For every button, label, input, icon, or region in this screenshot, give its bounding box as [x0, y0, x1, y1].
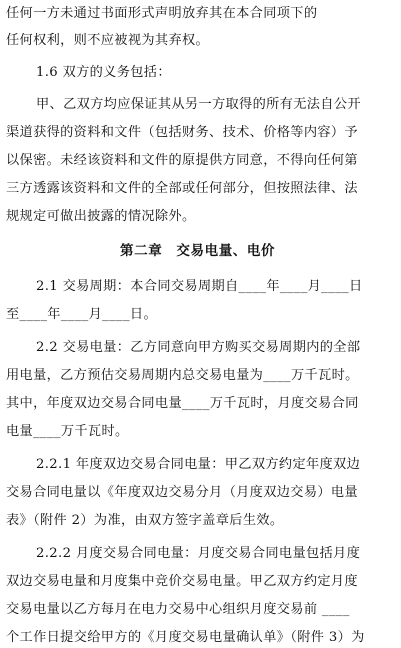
text-line: 交易电量以乙方每月在电力交易中心组织月度交易前 ____	[6, 602, 350, 617]
text-line: 以保密。未经该资料和文件的原提供方同意，不得向任何第	[6, 153, 358, 168]
text-line: 甲、乙双方均应保证其从另一方取得的所有无法自公开	[36, 97, 361, 112]
text-line: 任何一方未通过书面形式声明放弃其在本合同项下的	[6, 6, 318, 21]
text-line: 2.2 交易电量：乙方同意向甲方购买交易周期内的全部	[36, 340, 361, 355]
text-line: 个工作日提交给甲方的《月度交易电量确认单》（附件 3）为	[6, 630, 365, 645]
text-line: 电量____万千瓦时。	[6, 424, 129, 439]
text-line: 规规定可做出披露的情况除外。	[6, 209, 196, 224]
text-line: 表》（附件 2）为准，由双方签字盖章后生效。	[6, 513, 284, 528]
text-line: 三方透露该资料和文件的全部或任何部分，但按照法律、法	[6, 181, 358, 196]
chapter-heading: 第二章 交易电量、电价	[120, 243, 276, 259]
text-line: 其中，年度双边交易合同电量____万千瓦时，月度交易合同	[6, 396, 359, 411]
text-line: 2.2.1 年度双边交易合同电量：甲乙双方约定年度双边	[36, 457, 361, 472]
text-line: 双边交易电量和月度集中竞价交易电量。甲乙双方约定月度	[6, 574, 358, 589]
text-line: 2.2.2 月度交易合同电量：月度交易合同电量包括月度	[36, 546, 361, 561]
text-line: 任何权利，则不应被视为其弃权。	[6, 33, 210, 48]
text-line: 交易合同电量以《年度双边交易分月（月度双边交易）电量	[6, 485, 358, 500]
text-line: 2.1 交易周期：本合同交易周期自____年____月____日	[36, 279, 363, 294]
text-line: 至____年____月____日。	[6, 307, 158, 322]
text-line: 用电量，乙方预估交易周期内总交易电量为____万千瓦时。	[6, 368, 359, 383]
text-line: 渠道获得的资料和文件（包括财务、技术、价格等内容）予	[6, 125, 358, 140]
text-line: 1.6 双方的义务包括：	[36, 65, 171, 80]
